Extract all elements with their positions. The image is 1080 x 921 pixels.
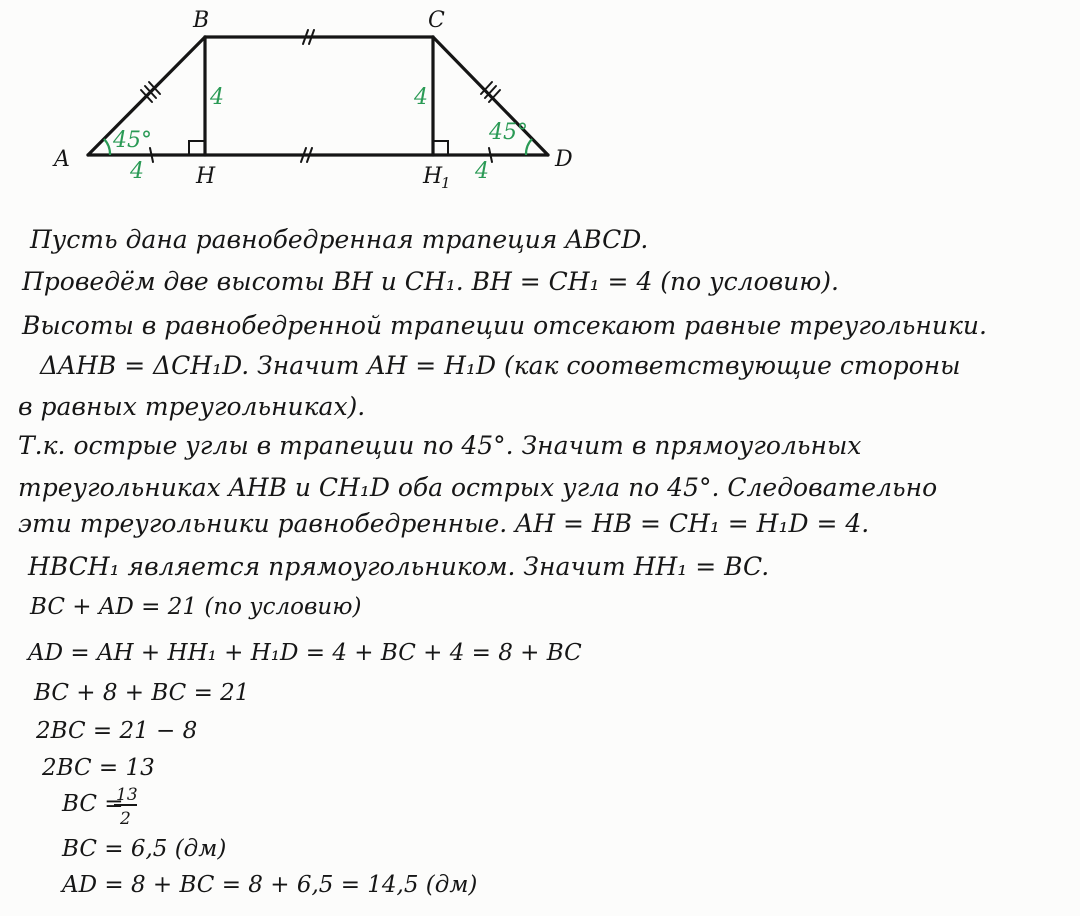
result-line: BC = 6,5 (дм) (62, 836, 227, 862)
text-line: треугольниках AHB и CH₁D оба острых угла по 45°. Следовательно (18, 473, 938, 502)
vertex-label-a: A (54, 147, 70, 172)
angle-label-a: 45° (113, 128, 152, 153)
text-line: ΔAHB = ΔCH₁D. Значит AH = H₁D (как соответствующие стороны (40, 351, 961, 380)
text-line: в равных треугольниках). (18, 392, 366, 421)
right-angle-mark-h (189, 141, 205, 155)
text-line: Т.к. острые углы в трапеции по 45°. Значит в прямоугольных (18, 431, 862, 460)
vertex-label-d: D (555, 147, 573, 172)
text-line: Пусть дана равнобедренная трапеция ABCD. (30, 225, 649, 254)
text-line: HBCH₁ является прямоугольником. Значит HH₁ = BC. (28, 552, 770, 581)
calculation-block (26, 594, 582, 898)
tick-marks-cd (481, 82, 500, 102)
angle-arc-a (104, 139, 110, 155)
vertex-label-b: B (193, 8, 210, 33)
result-line: AD = 8 + BC = 8 + 6,5 = 14,5 (дм) (62, 872, 478, 898)
right-angle-mark-h1 (433, 141, 448, 155)
vertex-label-c: C (428, 8, 445, 33)
vertex-label-h1: H (423, 164, 443, 189)
segment-label-ah: 4 (130, 159, 144, 184)
calc-line: BC = (62, 791, 124, 817)
angle-arcs (104, 139, 532, 155)
height-label-ch1: 4 (414, 85, 428, 110)
calc-line: 2BC = 21 − 8 (36, 718, 198, 744)
angle-label-d: 45° (489, 120, 528, 145)
trapezoid-diagram (88, 30, 548, 162)
vertex-label-h: H (196, 164, 216, 189)
vertex-label-h1-subscript: 1 (441, 174, 451, 192)
text-line: эти треугольники равнобедренные. AH = HB = CH₁ = H₁D = 4. (18, 509, 870, 538)
segment-label-h1d: 4 (475, 159, 489, 184)
fraction-numerator: 13 (116, 785, 138, 805)
height-label-bh: 4 (210, 85, 224, 110)
calc-line: BC + 8 + BC = 21 (34, 680, 250, 706)
calc-line: 2BC = 13 (42, 755, 155, 781)
text-line: Проведём две высоты BH и CH₁. BH = CH₁ = 4 (по условию). (22, 267, 839, 296)
calc-line: BC + AD = 21 (по условию) (30, 594, 362, 620)
fraction-denominator: 2 (120, 809, 131, 829)
calc-line: AD = AH + HH₁ + H₁D = 4 + BC + 4 = 8 + BC (28, 640, 582, 666)
text-line: Высоты в равнобедренной трапеции отсекают равные треугольники. (22, 311, 987, 340)
explanation-text (18, 225, 987, 581)
